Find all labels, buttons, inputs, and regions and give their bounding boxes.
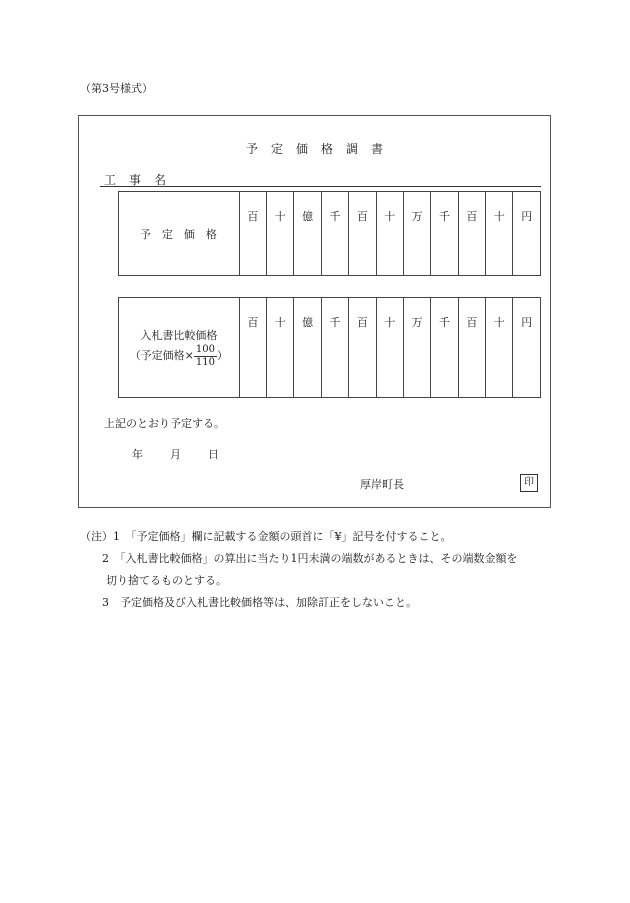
notes-section	[80, 526, 518, 614]
date-day: 日	[208, 448, 219, 461]
form-number-label: （第3号様式）	[80, 82, 153, 95]
plan-statement: 上記のとおり予定する。	[104, 417, 225, 430]
digit-cell: 万	[403, 192, 430, 276]
digit-cell: 万	[403, 298, 430, 398]
planned-price-table	[118, 191, 541, 276]
digit-cell: 百	[349, 298, 376, 398]
project-name-underline	[100, 186, 541, 187]
seal-mark: 印	[520, 474, 538, 492]
digit-cell: 十	[267, 298, 294, 398]
bid-comparison-price-table	[118, 297, 541, 398]
digit-cell: 千	[321, 298, 348, 398]
digit-cell: 百	[458, 298, 485, 398]
note-2-continuation: 切り捨てるものとする。	[106, 574, 227, 587]
document-title: 予定価格調書	[245, 142, 396, 156]
fraction	[194, 344, 217, 368]
bid-comparison-label: 入札書比較価格	[140, 328, 218, 342]
digit-cell: 円	[513, 192, 541, 276]
planned-price-label-cell	[119, 192, 240, 276]
project-name-label: 工事名	[104, 173, 180, 187]
digit-cell: 十	[376, 192, 403, 276]
formula-prefix: （予定価格×	[129, 349, 194, 363]
digit-cell: 十	[486, 192, 513, 276]
digit-cell: 億	[294, 298, 321, 398]
digit-cell: 十	[486, 298, 513, 398]
formula-suffix: ）	[217, 349, 228, 363]
bid-comparison-formula	[119, 344, 239, 368]
digit-cell: 千	[431, 192, 458, 276]
bid-comparison-label-cell	[119, 298, 240, 398]
digit-cell: 十	[267, 192, 294, 276]
digit-cell: 億	[294, 192, 321, 276]
note-1: （注）1 「予定価格」欄に記載する金額の頭首に「¥」記号を付すること。	[80, 530, 452, 543]
fraction-numerator: 100	[195, 344, 215, 356]
digit-cell: 百	[239, 298, 266, 398]
planned-price-label: 予定価格	[139, 227, 228, 241]
digit-cell: 百	[458, 192, 485, 276]
note-3: 3 予定価格及び入札書比較価格等は、加除訂正をしないこと。	[102, 596, 417, 609]
digit-cell: 百	[349, 192, 376, 276]
mayor-title: 厚岸町長	[360, 478, 404, 491]
digit-cell: 千	[431, 298, 458, 398]
note-2: 2 「入札書比較価格」の算出に当たり1円未満の端数があるときは、その端数金額を	[102, 552, 518, 565]
digit-cell: 百	[239, 192, 266, 276]
date-month: 月	[170, 448, 181, 461]
date-row	[132, 446, 246, 462]
digit-cell: 円	[513, 298, 541, 398]
fraction-denominator: 110	[195, 356, 215, 368]
digit-cell: 千	[321, 192, 348, 276]
date-year: 年	[132, 448, 143, 461]
digit-cell: 十	[376, 298, 403, 398]
